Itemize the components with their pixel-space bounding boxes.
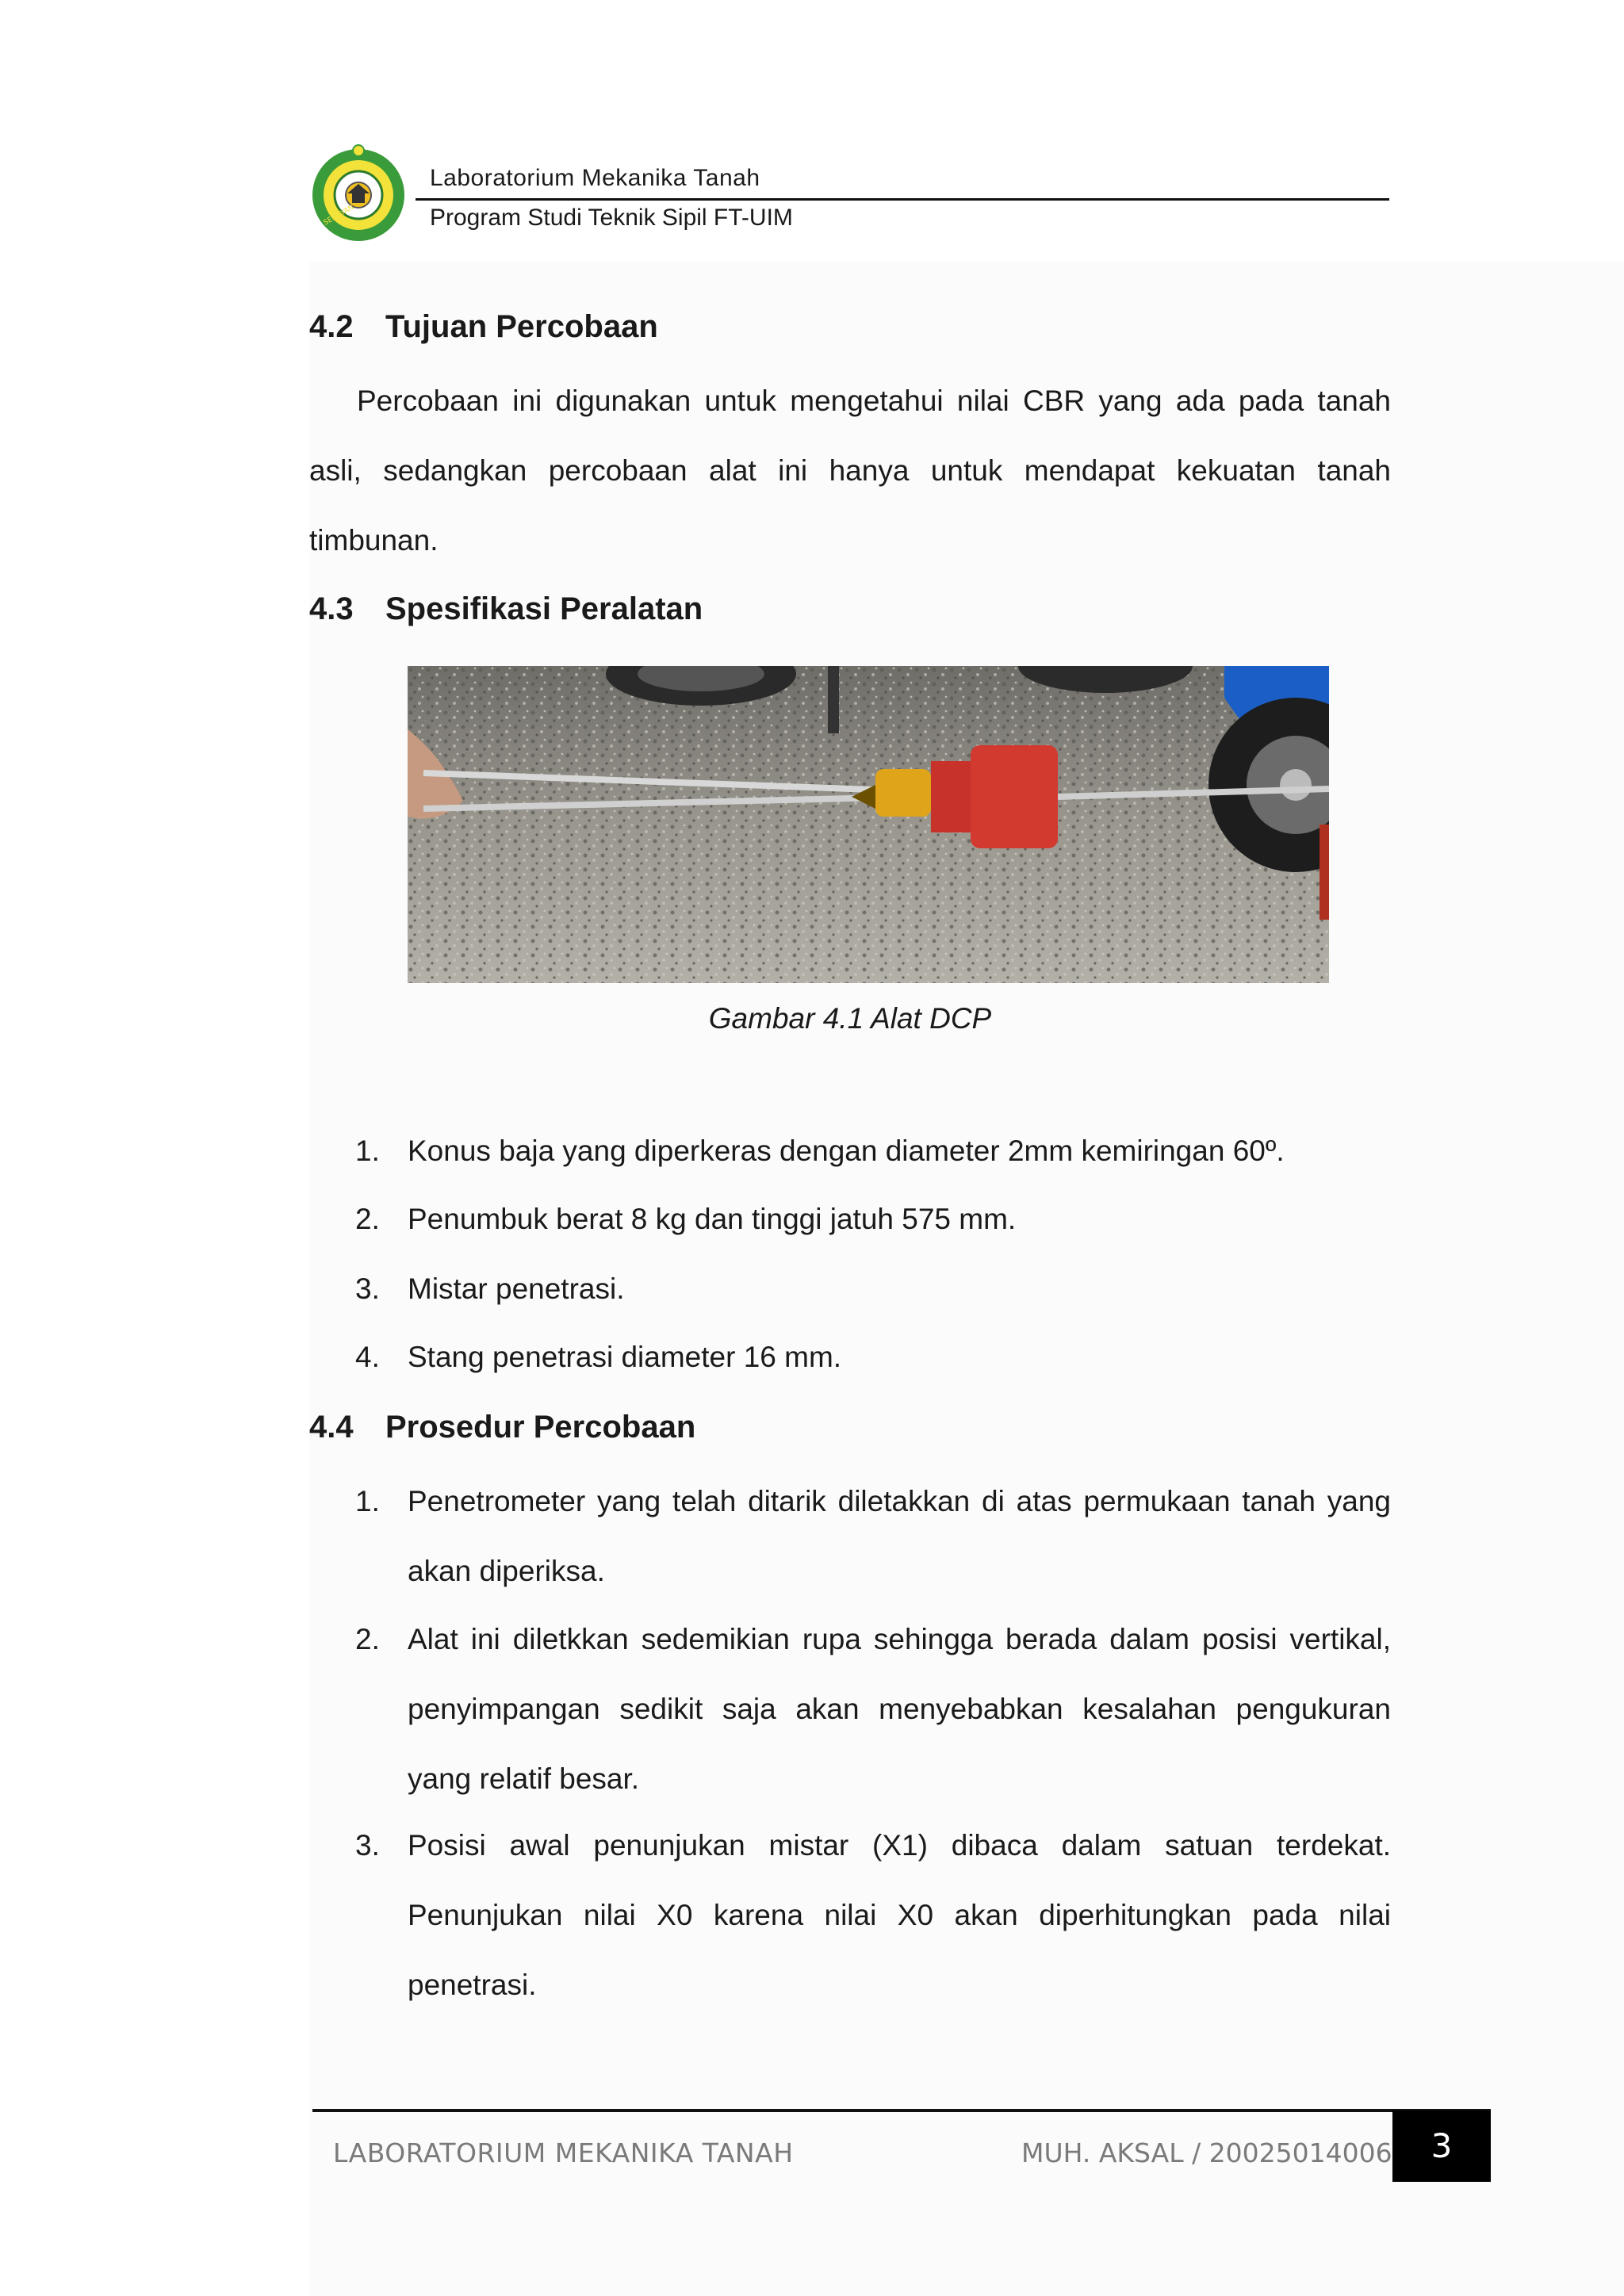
list-item xyxy=(355,1184,1391,1254)
page-number: 3 xyxy=(1392,2110,1491,2182)
paragraph-text: Percobaan ini digunakan untuk mengetahui nilai CBR yang ada pada tanah asli, sedangkan percobaan alat ini hanya untuk mendapat kekuatan tanah timbunan. xyxy=(309,385,1391,557)
header-program-name: Program Studi Teknik Sipil FT-UIM xyxy=(430,205,793,231)
footer-author: MUH. AKSAL / 20025014006 xyxy=(1021,2137,1392,2168)
section-heading-4-3 xyxy=(309,591,703,627)
section-4-2-paragraph xyxy=(309,366,1391,576)
section-heading-4-4 xyxy=(309,1410,695,1445)
list-item-text: Penetrometer yang telah ditarik diletakkan di atas permukaan tanah yang akan diperiksa. xyxy=(408,1485,1391,1587)
university-logo xyxy=(308,143,409,244)
svg-text:SEMAYAN: SEMAYAN xyxy=(322,203,356,228)
footer-lab-name: LABORATORIUM MEKANIKA TANAH xyxy=(333,2137,794,2168)
section-number: 4.4 xyxy=(309,1410,354,1445)
dcp-tool-photo xyxy=(408,666,1329,983)
list-item-text: Posisi awal penunjukan mistar (X1) dibaca dalam satuan terdekat. Penunjukan nilai X0 karena nilai X0 akan diperhitungkan pada nilai penetrasi. xyxy=(408,1829,1391,2001)
list-item-text: Penumbuk berat 8 kg dan tinggi jatuh 575 mm. xyxy=(408,1203,1017,1235)
list-item-number: 3. xyxy=(355,1272,380,1305)
section-heading-4-2 xyxy=(309,309,658,345)
section-title: Tujuan Percobaan xyxy=(385,309,658,344)
list-item-text: Konus baja yang diperkeras dengan diameter 2mm kemiringan 60º. xyxy=(408,1135,1285,1167)
header-divider xyxy=(416,198,1389,201)
list-item xyxy=(355,1605,1391,1814)
section-title: Spesifikasi Peralatan xyxy=(385,591,703,626)
footer-divider xyxy=(312,2109,1491,2112)
list-item-text: Stang penetrasi diameter 16 mm. xyxy=(408,1341,842,1373)
list-item-number: 2. xyxy=(355,1203,380,1235)
header-lab-name: Laboratorium Mekanika Tanah xyxy=(430,165,760,191)
section-number: 4.2 xyxy=(309,309,354,344)
list-item-number: 2. xyxy=(355,1623,380,1655)
section-number: 4.3 xyxy=(309,591,354,626)
list-item xyxy=(355,1322,1391,1392)
list-item-number: 4. xyxy=(355,1341,380,1373)
list-item xyxy=(355,1116,1391,1186)
list-item-number: 1. xyxy=(355,1485,380,1517)
section-title: Prosedur Percobaan xyxy=(385,1410,696,1445)
list-item-text: Mistar penetrasi. xyxy=(408,1272,625,1305)
list-item xyxy=(355,1467,1391,1606)
list-item xyxy=(355,1254,1391,1324)
figure-caption: Gambar 4.1 Alat DCP xyxy=(708,1002,992,1035)
list-item-number: 3. xyxy=(355,1829,380,1862)
list-item-text: Alat ini diletkkan sedemikian rupa sehingga berada dalam posisi vertikal, penyimpangan sedikit saja akan menyebabkan kesalahan pengukuran yang relatif besar. xyxy=(408,1623,1391,1795)
list-item xyxy=(355,1811,1391,2020)
list-item-number: 1. xyxy=(355,1135,380,1167)
